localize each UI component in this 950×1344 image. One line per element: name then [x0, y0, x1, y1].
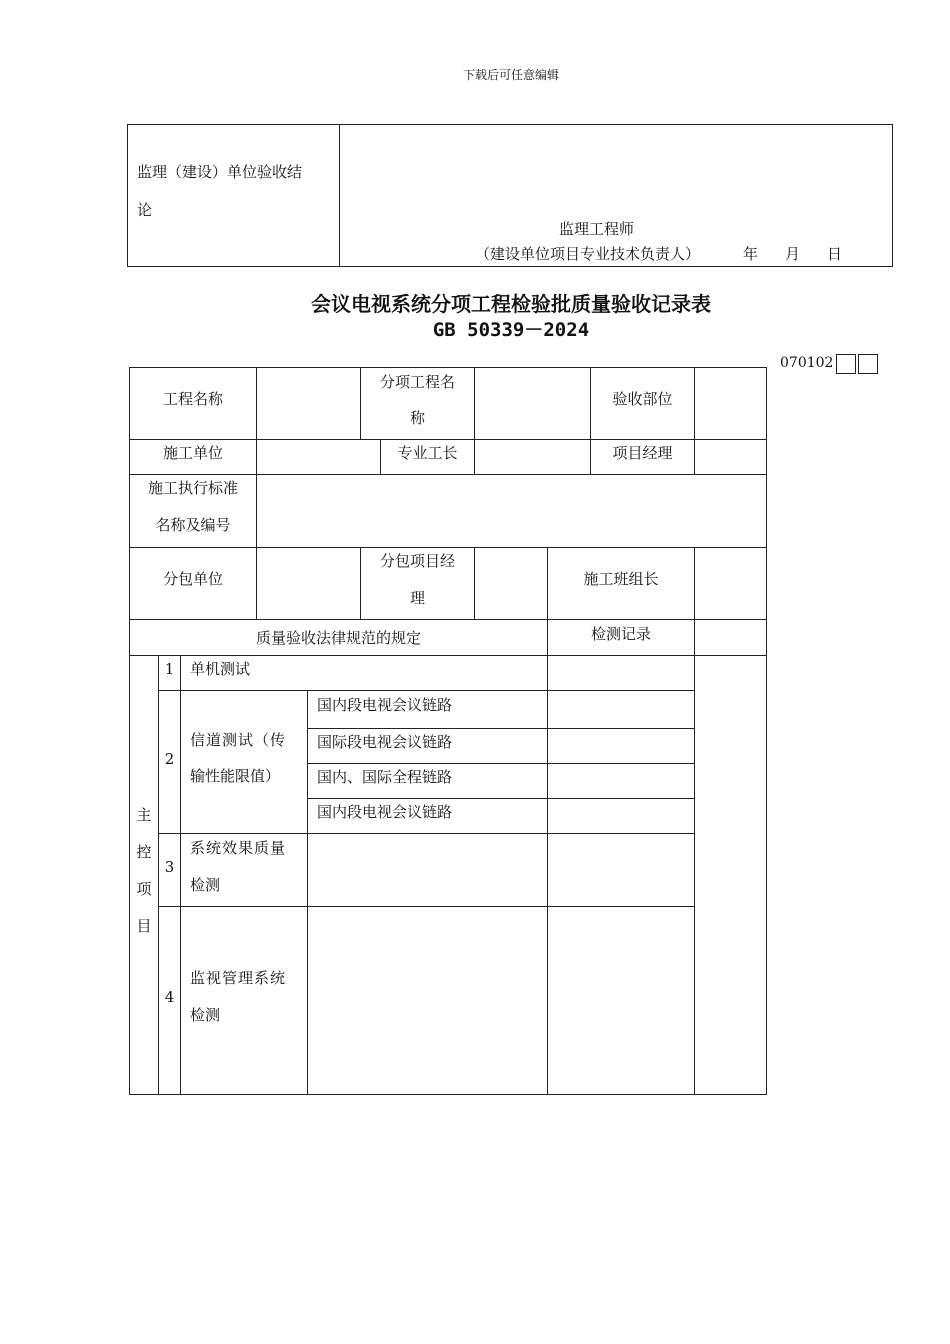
item-2-name-2: 输性能限值） [190, 767, 281, 785]
item-3-name-1: 系统效果质量 [190, 839, 287, 857]
item-3-name-2: 检测 [190, 876, 221, 894]
inspection-record-header: 检测记录 [590, 625, 651, 643]
main-control-char-2: 控 [136, 843, 152, 861]
item-4-name-1: 监视管理系统 [190, 969, 287, 987]
item-4-number: 4 [164, 988, 175, 1006]
form-title: 会议电视系统分项工程检验批质量验收记录表 [311, 292, 711, 316]
foreman-label: 专业工长 [397, 444, 458, 462]
responsible-label: （建设单位项目专业技术负责人） [475, 245, 701, 263]
code-box-1[interactable] [836, 354, 856, 374]
quality-rules-header: 质量验收法律规范的规定 [255, 629, 421, 647]
subcontractor-label: 分包单位 [162, 570, 223, 588]
header-note: 下载后可任意编辑 [462, 68, 559, 82]
project-name-label: 工程名称 [162, 390, 223, 408]
form-code: 070102 [780, 355, 834, 371]
day-label: 日 [827, 245, 843, 263]
conclusion-label-line1: 监理（建设）单位验收结 [137, 163, 303, 181]
item-2-name-1: 信道测试（传 [190, 731, 287, 749]
item-1-number: 1 [164, 660, 175, 678]
standard-label-1: 施工执行标准 [147, 479, 238, 497]
sub-project-name-label-2: 称 [409, 409, 425, 427]
code-box-2[interactable] [858, 354, 878, 374]
standard-label-2: 名称及编号 [155, 516, 231, 534]
form-standard-code: GB 50339－2024 [432, 319, 590, 341]
acceptance-part-label: 验收部位 [612, 390, 673, 408]
item-2-sub-4: 国内段电视会议链路 [317, 803, 453, 821]
item-3-number: 3 [164, 858, 175, 876]
engineer-label: 监理工程师 [559, 220, 635, 238]
main-control-char-4: 目 [136, 917, 152, 935]
sub-project-name-label-1: 分项工程名 [379, 373, 455, 391]
item-2-number: 2 [164, 750, 175, 768]
month-label: 月 [785, 245, 801, 263]
construction-unit-label: 施工单位 [162, 444, 223, 462]
item-4-name-2: 检测 [190, 1006, 221, 1024]
project-manager-label: 项目经理 [612, 444, 673, 462]
main-control-char-3: 项 [136, 880, 152, 898]
main-control-char-1: 主 [136, 806, 152, 824]
year-label: 年 [743, 245, 759, 263]
sub-manager-label-1: 分包项目经 [379, 552, 455, 570]
team-leader-label: 施工班组长 [583, 570, 659, 588]
item-2-sub-1: 国内段电视会议链路 [317, 696, 453, 714]
conclusion-label-line2: 论 [137, 201, 153, 219]
sub-manager-label-2: 理 [409, 589, 425, 607]
item-2-sub-3: 国内、国际全程链路 [317, 768, 453, 786]
item-2-sub-2: 国际段电视会议链路 [317, 733, 453, 751]
item-1-name: 单机测试 [190, 660, 251, 678]
